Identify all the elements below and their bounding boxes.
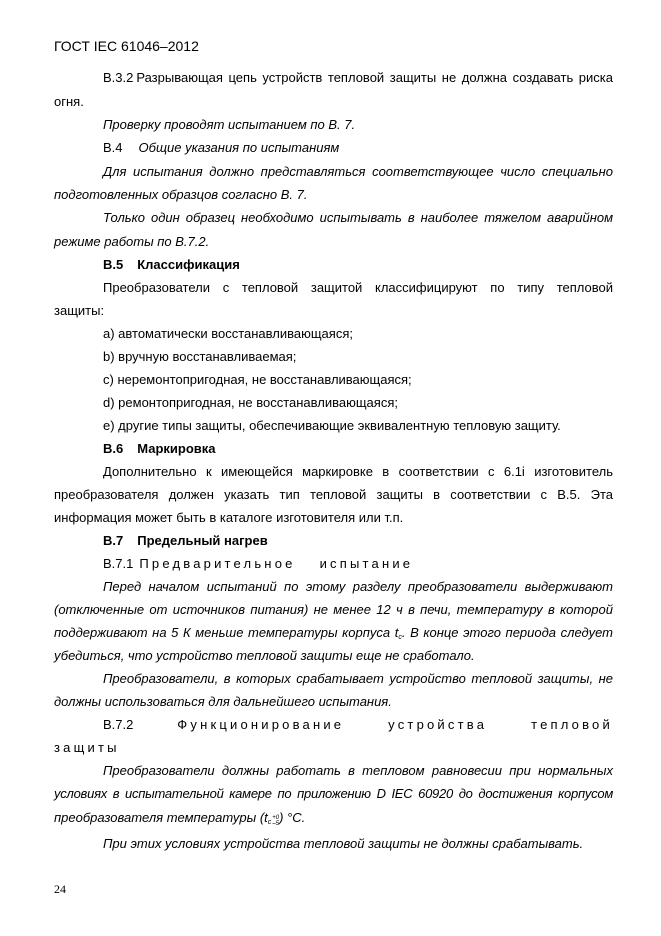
list-item: d) ремонтопригодная, не восстанавливающаяся; (103, 395, 398, 410)
clause-b72-number: B.7.2 (103, 717, 134, 732)
clause-b71-title-word: испытание (319, 556, 414, 571)
b5-para-line2: защиты: (54, 303, 105, 318)
b72-para1-line3-text: преобразователя температуры (t (54, 810, 268, 825)
b71-para1-line3-text: поддерживают на 5 К меньше температуры корпуса t (54, 625, 399, 640)
b72-para1-line2: условиях в испытательной камере по приложению D IEC 60920 до достижения корпусом (54, 786, 613, 801)
b72-para1-line1: Преобразователи должны работать в тепловом равновесии при нормальных (103, 763, 613, 778)
b72-para1-line3 (54, 810, 305, 831)
b72-para1-line3-text-after: ) °С. (279, 810, 306, 825)
clause-b71-title-word: Предварительное (139, 556, 296, 571)
list-item: e) другие типы защиты, обеспечивающие эквивалентную тепловую защиту. (103, 418, 561, 433)
b4-para1-line1: Для испытания должно представляться соответствующее число специально (103, 164, 613, 179)
clause-b32-text: Разрывающая цепь устройств тепловой защиты не должна создавать риска (136, 70, 613, 85)
clause-b72-title-word: тепловой (531, 717, 613, 732)
section-b4-number: B.4 (103, 140, 123, 155)
b71-para2-line2: должны использоваться для дальнейшего испытания. (54, 694, 392, 709)
b72-para2: При этих условиях устройства тепловой защиты не должны срабатывать. (103, 836, 584, 851)
section-b4-heading (103, 140, 339, 156)
b71-para1-line2: (отключенные от источников питания) не менее 12 ч в печи, температуру в которой (54, 602, 613, 617)
b6-para-line1: Дополнительно к имеющейся маркировке в соответствии с 6.1i изготовитель (103, 464, 613, 479)
subscript-c: c (267, 819, 272, 826)
section-b6-title: Маркировка (137, 441, 216, 456)
section-b5-heading (103, 257, 240, 273)
list-item: c) неремонтопригодная, не восстанавливающаяся; (103, 372, 412, 387)
b71-para1-line3 (54, 625, 613, 646)
clause-b32-number: B.3.2 (103, 70, 134, 85)
clause-b71-heading (103, 556, 413, 572)
subscript-c: c (398, 634, 402, 641)
clause-b32-line1 (103, 70, 613, 86)
b6-para-line2: преобразователя должен указать тип тепловой защиты в соответствии с B.5. Эта (54, 487, 613, 502)
b6-para-line3: информация может быть в каталоге изготовителя или т.п. (54, 510, 404, 525)
b71-para1-line1: Перед началом испытаний по этому разделу преобразователи выдерживают (103, 579, 613, 594)
clause-b72-heading (103, 717, 613, 733)
section-b6-number: B.6 (103, 441, 124, 456)
clause-b71-number: B.7.1 (103, 556, 134, 571)
section-b4-title: Общие указания по испытаниям (138, 140, 340, 155)
list-item: a) автоматически восстанавливающаяся; (103, 326, 353, 341)
b4-para2-line2: режиме работы по B.7.2. (54, 234, 210, 249)
clause-b72-heading-line2: защиты (54, 740, 120, 755)
b71-para1-line4: убедиться, что устройство тепловой защиты еще не сработало. (54, 648, 475, 663)
section-b7-heading (103, 533, 268, 549)
b71-para1-line3-text-after: . В конце этого периода следует (401, 625, 614, 640)
tolerance-upper: +0 (272, 815, 280, 821)
b4-para2-line1: Только один образец необходимо испытывать в наиболее тяжелом аварийном (103, 210, 613, 225)
clause-b72-title-word: Функционирование (177, 717, 345, 732)
clause-b32-line2: огня. (54, 94, 84, 109)
check-b7-text: Проверку проводят испытанием по B. 7. (103, 117, 356, 132)
list-item: b) вручную восстанавливаемая; (103, 349, 297, 364)
b4-para1-line2: подготовленных образцов согласно B. 7. (54, 187, 308, 202)
section-b7-number: B.7 (103, 533, 124, 548)
section-b7-title: Предельный нагрев (137, 533, 268, 548)
section-b5-number: B.5 (103, 257, 124, 272)
section-b6-heading (103, 441, 216, 457)
b5-para-line1: Преобразователи с тепловой защитой классифицируют по типу тепловой (103, 280, 613, 295)
clause-b72-title-word: устройства (388, 717, 488, 732)
b71-para2-line1: Преобразователи, в которых срабатывает устройство тепловой защиты, не (103, 671, 613, 686)
page-number: 24 (54, 882, 66, 896)
section-b5-title: Классификация (137, 257, 240, 272)
tolerance-lower: –5 (272, 821, 280, 827)
document-header: ГОСТ IEC 61046–2012 (54, 38, 199, 54)
